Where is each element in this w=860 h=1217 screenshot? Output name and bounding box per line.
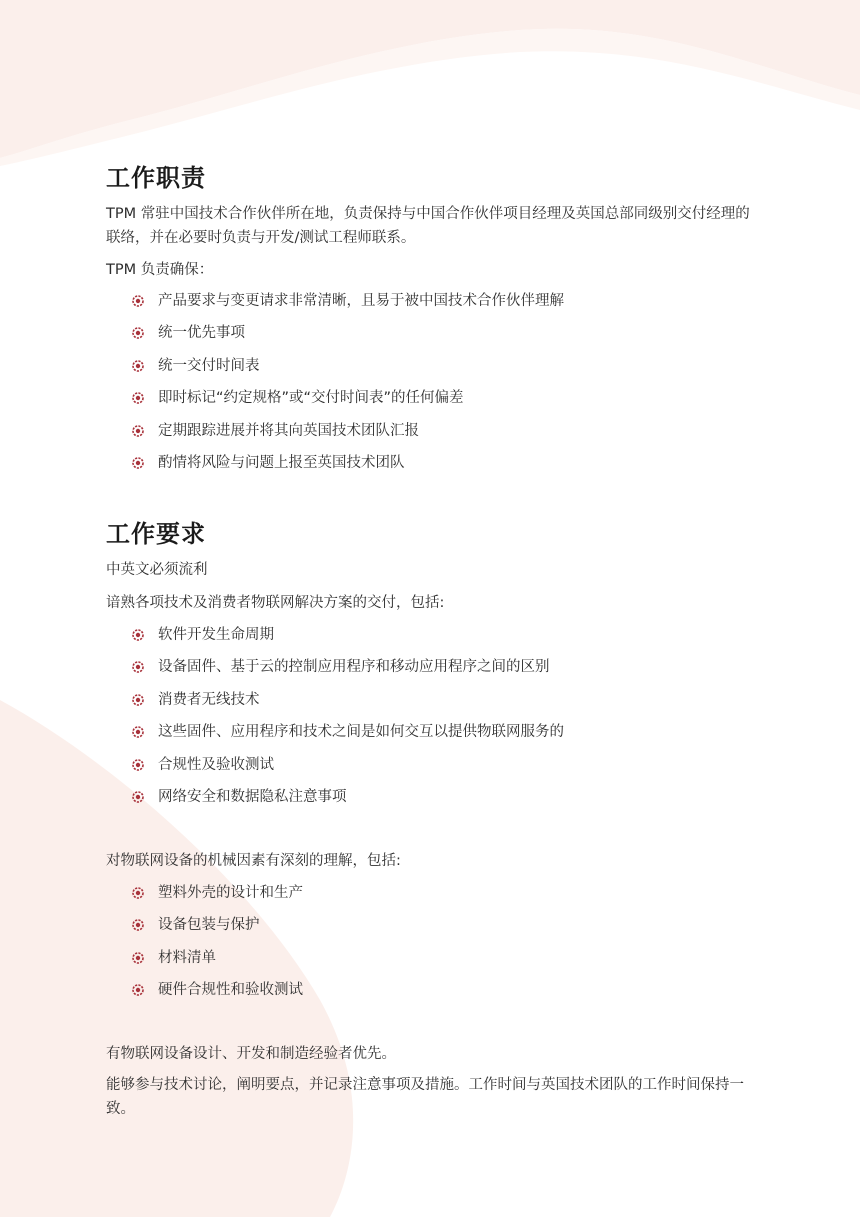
flower-bullet-icon xyxy=(132,629,144,641)
list-item-text: 材料清单 xyxy=(158,949,216,966)
list-item xyxy=(132,451,564,483)
preferred-experience: 有物联网设备设计、开发和制造经验者优先。 xyxy=(106,1046,396,1062)
list-item xyxy=(132,881,303,913)
list-item xyxy=(132,785,564,817)
closing-paragraph: 能够参与技术讨论，阐明要点，并记录注意事项及措施。工作时间与英国技术团队的工作时间保持一致。 xyxy=(106,1077,744,1117)
flower-bullet-icon xyxy=(132,295,144,307)
list-item xyxy=(132,688,564,720)
list-item-text: 消费者无线技术 xyxy=(158,691,260,708)
list-item-text: 网络安全和数据隐私注意事项 xyxy=(158,788,347,805)
list-item xyxy=(132,289,564,321)
list-item-text: 设备包装与保护 xyxy=(158,917,260,934)
list-item-text: 塑料外壳的设计和生产 xyxy=(158,885,303,901)
flower-bullet-icon xyxy=(132,919,144,931)
responsibilities-heading: 工作职责 xyxy=(106,164,206,192)
list-item-text: 设备固件、基于云的控制应用程序和移动应用程序之间的区别 xyxy=(158,659,550,676)
flower-bullet-icon xyxy=(132,887,144,899)
flower-bullet-icon xyxy=(132,984,144,996)
list-item xyxy=(132,655,564,687)
ensure-label: TPM 负责确保： xyxy=(106,262,214,278)
flower-bullet-icon xyxy=(132,759,144,771)
flower-bullet-icon xyxy=(132,726,144,738)
list-item xyxy=(132,720,564,752)
list-item xyxy=(132,419,564,451)
familiar-label: 谙熟各项技术及消费者物联网解决方案的交付，包括: xyxy=(106,595,445,611)
flower-bullet-icon xyxy=(132,425,144,437)
list-item-text: 硬件合规性和验收测试 xyxy=(158,982,303,999)
mechanical-list xyxy=(132,881,303,1011)
list-item-text: 统一优先事项 xyxy=(158,325,245,342)
list-item xyxy=(132,354,564,386)
flower-bullet-icon xyxy=(132,392,144,404)
list-item xyxy=(132,946,303,978)
requirements-heading: 工作要求 xyxy=(106,520,206,548)
flower-bullet-icon xyxy=(132,661,144,673)
list-item-text: 统一交付时间表 xyxy=(158,357,260,374)
list-item-text: 定期跟踪进展并将其向英国技术团队汇报 xyxy=(158,422,419,439)
flower-bullet-icon xyxy=(132,952,144,964)
familiar-list xyxy=(132,623,564,817)
responsibilities-intro: TPM 常驻中国技术合作伙伴所在地，负责保持与中国合作伙伴项目经理及英国总部同级别交付经理的联络，并在必要时负责与开发/测试工程师联系。 xyxy=(106,206,750,246)
list-item xyxy=(132,913,303,945)
list-item xyxy=(132,386,564,418)
list-item-text: 这些固件、应用程序和技术之间是如何交互以提供物联网服务的 xyxy=(158,724,564,741)
list-item-text: 软件开发生命周期 xyxy=(158,627,274,643)
list-item-text: 酌情将风险与问题上报至英国技术团队 xyxy=(158,454,405,471)
language-requirement: 中英文必须流利 xyxy=(106,562,208,578)
list-item xyxy=(132,978,303,1010)
flower-bullet-icon xyxy=(132,360,144,372)
flower-bullet-icon xyxy=(132,791,144,803)
list-item-text: 合规性及验收测试 xyxy=(158,756,274,773)
mechanical-label: 对物联网设备的机械因素有深刻的理解，包括: xyxy=(106,853,401,869)
flower-bullet-icon xyxy=(132,327,144,339)
flower-bullet-icon xyxy=(132,457,144,469)
list-item-text: 即时标记“约定规格”或“交付时间表”的任何偏差 xyxy=(158,390,464,407)
list-item-text: 产品要求与变更请求非常清晰，且易于被中国技术合作伙伴理解 xyxy=(158,293,564,309)
list-item xyxy=(132,753,564,785)
responsibilities-list xyxy=(132,289,564,483)
list-item xyxy=(132,623,564,655)
list-item xyxy=(132,321,564,353)
flower-bullet-icon xyxy=(132,694,144,706)
